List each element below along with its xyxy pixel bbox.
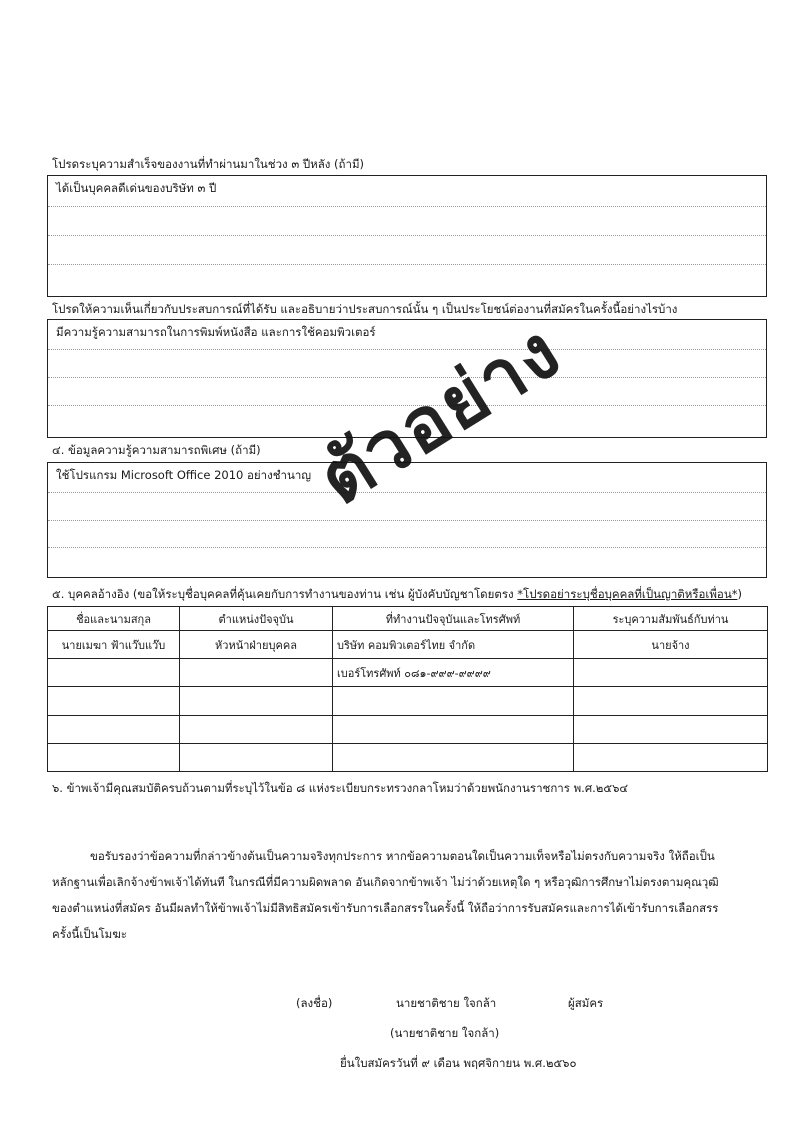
dotted-line [48, 547, 766, 548]
table-cell[interactable] [48, 743, 180, 771]
dotted-line [48, 520, 766, 521]
qualification-statement: ๖. ข้าพเจ้ามีคุณสมบัติครบถ้วนตามที่ระบุไว้ในข้อ ๘ แห่งระเบียบกระทรวงกลาโหมว่าด้วยพนักงานราชการ พ.ศ.๒๕๖๔ [52, 781, 629, 795]
header-position: ตำแหน่งปัจจุบัน [180, 607, 333, 631]
special-skills-answer: ใช้โปรแกรม Microsoft Office 2010 อย่างชำนาญ [56, 468, 312, 482]
declaration-line-4: ครั้งนี้เป็นโมฆะ [52, 927, 127, 941]
printed-name: (นายชาติชาย ใจกล้า) [390, 1026, 500, 1040]
table-cell[interactable] [48, 715, 180, 743]
references-question-prefix: ๕. บุคคลอ้างอิง (ขอให้ระบุชื่อบุคคลที่คุ้นเคยกับการทำงานของท่าน เช่น ผู้บังคับบัญชาโดยตรง [52, 587, 518, 601]
applicant-role-label: ผู้สมัคร [568, 996, 604, 1010]
table-row [48, 659, 768, 687]
table-cell[interactable] [574, 715, 768, 743]
table-cell[interactable] [48, 659, 180, 687]
table-row [48, 715, 768, 743]
table-cell[interactable] [333, 687, 574, 715]
table-cell[interactable] [574, 687, 768, 715]
table-row [48, 743, 768, 771]
reference-name[interactable]: นายเมฆา ฟ้าแว๊บแว๊บ [48, 631, 180, 659]
declaration-line-2: หลักฐานเพื่อเลิกจ้างข้าพเจ้าได้ทันที ในกรณีที่มีความผิดพลาด อันเกิดจากข้าพเจ้า ไม่ว่าด้วยเหตุใด ๆ หรือวุฒิการศึกษาไม่ตรงตามคุณวุฒิ [52, 875, 719, 889]
table-cell[interactable] [180, 687, 333, 715]
table-row [48, 631, 768, 659]
header-workplace: ที่ทำงานปัจจุบันและโทรศัพท์ [333, 607, 574, 631]
achievements-question: โปรดระบุความสำเร็จของงานที่ทำผ่านมาในช่วง ๓ ปีหลัง (ถ้ามี) [52, 157, 365, 171]
table-cell[interactable] [333, 715, 574, 743]
experience-answer: มีความรู้ความสามารถในการพิมพ์หนังสือ และการใช้คอมพิวเตอร์ [56, 325, 376, 339]
dotted-line [48, 206, 766, 207]
submission-date: ยื่นใบสมัครวันที่ ๙ เดือน พฤศจิกายน พ.ศ.๒๕๖๐ [340, 1056, 577, 1070]
dotted-line [48, 349, 766, 350]
references-question-emphasis: *โปรดอย่าระบุชื่อบุคคลที่เป็นญาติหรือเพื่อน* [517, 587, 738, 601]
table-cell[interactable] [180, 743, 333, 771]
references-question [52, 586, 742, 604]
experience-question: โปรดให้ความเห็นเกี่ยวกับประสบการณ์ที่ได้รับ และอธิบายว่าประสบการณ์นั้น ๆ เป็นประโยชน์ต่องานที่สมัครในครั้งนี้อย่างไรบ้าง [52, 302, 678, 316]
reference-relation[interactable]: นายจ้าง [574, 631, 768, 659]
reference-position[interactable]: หัวหน้าฝ่ายบุคคล [180, 631, 333, 659]
table-cell[interactable] [180, 659, 333, 687]
table-cell[interactable] [574, 743, 768, 771]
table-header-row [48, 607, 768, 631]
signed-name: นายชาติชาย ใจกล้า [396, 996, 497, 1010]
sign-label: (ลงชื่อ) [296, 996, 333, 1010]
achievements-answer: ได้เป็นบุคคลดีเด่นของบริษัท ๓ ปี [56, 181, 217, 195]
achievements-answer-box[interactable] [47, 175, 767, 297]
header-relation: ระบุความสัมพันธ์กับท่าน [574, 607, 768, 631]
table-row [48, 687, 768, 715]
table-cell[interactable] [574, 659, 768, 687]
special-skills-question: ๔. ข้อมูลความรู้ความสามารถพิเศษ (ถ้ามี) [52, 443, 261, 457]
dotted-line [48, 264, 766, 265]
references-table [47, 606, 768, 772]
table-cell[interactable] [48, 687, 180, 715]
table-cell[interactable] [180, 715, 333, 743]
reference-phone[interactable]: เบอร์โทรศัพท์ ๐๘๑-๙๙๙-๙๙๙๙ [333, 659, 574, 687]
sample-watermark: ตัวอย่าง [303, 307, 577, 523]
reference-workplace[interactable]: บริษัท คอมพิวเตอร์ไทย จำกัด [333, 631, 574, 659]
dotted-line [48, 235, 766, 236]
dotted-line [48, 377, 766, 378]
declaration-line-3: ของตำแหน่งที่สมัคร อันมีผลทำให้ข้าพเจ้าไม่มีสิทธิสมัครเข้ารับการเลือกสรรในครั้งนี้ ให้ถือว่าการรับสมัครและการได้เข้ารับการเลือกสรร [52, 901, 719, 915]
dotted-line [48, 492, 766, 493]
declaration-line-1: ขอรับรองว่าข้อความที่กล่าวข้างต้นเป็นความจริงทุกประการ หากข้อความตอนใดเป็นความเท็จหรือไม่ตรงกับความจริง ให้ถือเป็น [90, 849, 715, 863]
header-name: ชื่อและนามสกุล [48, 607, 180, 631]
references-question-suffix: ) [737, 587, 742, 601]
table-cell[interactable] [333, 743, 574, 771]
